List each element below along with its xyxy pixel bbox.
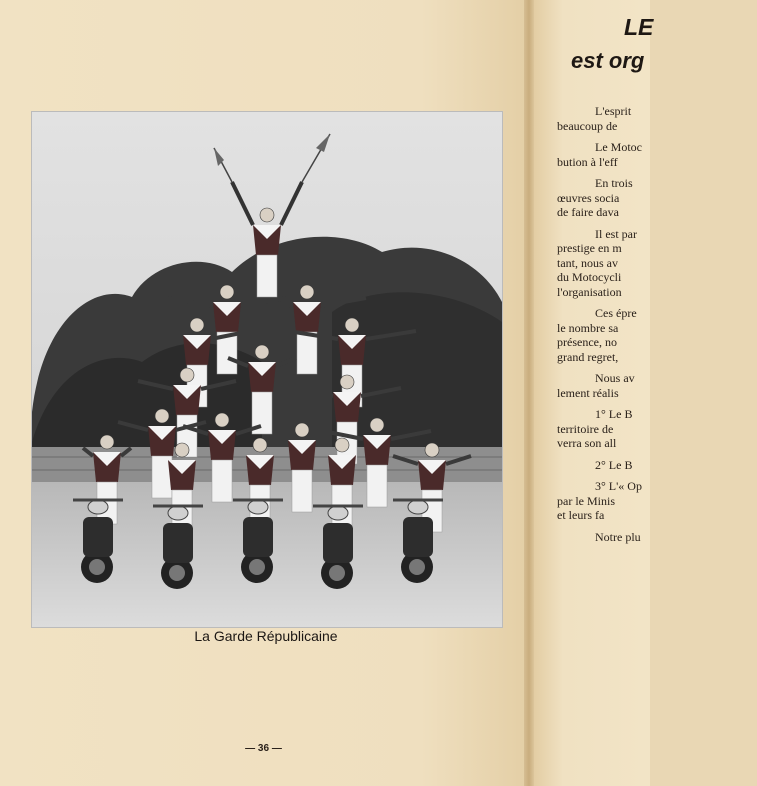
article-line: lement réalis [557,385,619,400]
page-gutter [524,0,534,786]
article-line: verra son all [557,436,617,450]
article-line: 2° Le B [595,457,633,472]
bleed-through-text [50,645,490,735]
article-line: œuvres socia [557,190,620,205]
article-line: bution à l'eff [557,154,618,169]
article-line: grand regret, [557,349,619,364]
article-paragraph [557,176,757,220]
article-line: Il est par [595,226,637,241]
article-line: présence, no [557,335,617,349]
article-paragraph [557,227,757,300]
article-paragraph [557,140,757,169]
article-line: L'esprit [595,104,632,118]
photo-caption: La Garde Républicaine [194,628,338,644]
article-line: l'organisation [557,284,622,299]
article-title-line1: LE [624,14,654,40]
article-line: Ces épre [595,306,637,320]
article-title-line2: est org [571,48,645,73]
article-line: prestige en m [557,241,622,255]
article-line: par le Minis [557,493,615,508]
article-line: 3° L'« Op [595,479,642,493]
article-line: du Motocycli [557,270,622,284]
article-line: et leurs fa [557,508,605,522]
article-line: tant, nous av [557,255,618,270]
photograph-motorcycle-pyramid [31,111,503,628]
article-paragraph [557,306,757,364]
article-line: 1° Le B [595,407,633,421]
article-paragraph [557,530,757,545]
article-line: beaucoup de [557,118,618,133]
article-paragraph [557,104,757,133]
article-body [557,104,757,551]
article-line: Notre plu [595,529,641,544]
article-line: Nous av [595,371,635,385]
article-line: En trois [595,176,633,190]
article-line: territoire de [557,421,614,436]
article-paragraph [557,458,757,473]
article-line: le nombre sa [557,320,619,335]
article-line: de faire dava [557,205,619,219]
article-paragraph [557,479,757,523]
article-paragraph [557,407,757,451]
page-number: — 36 — [245,743,282,754]
article-paragraph [557,371,757,400]
article-line: Le Motoc [595,140,642,154]
